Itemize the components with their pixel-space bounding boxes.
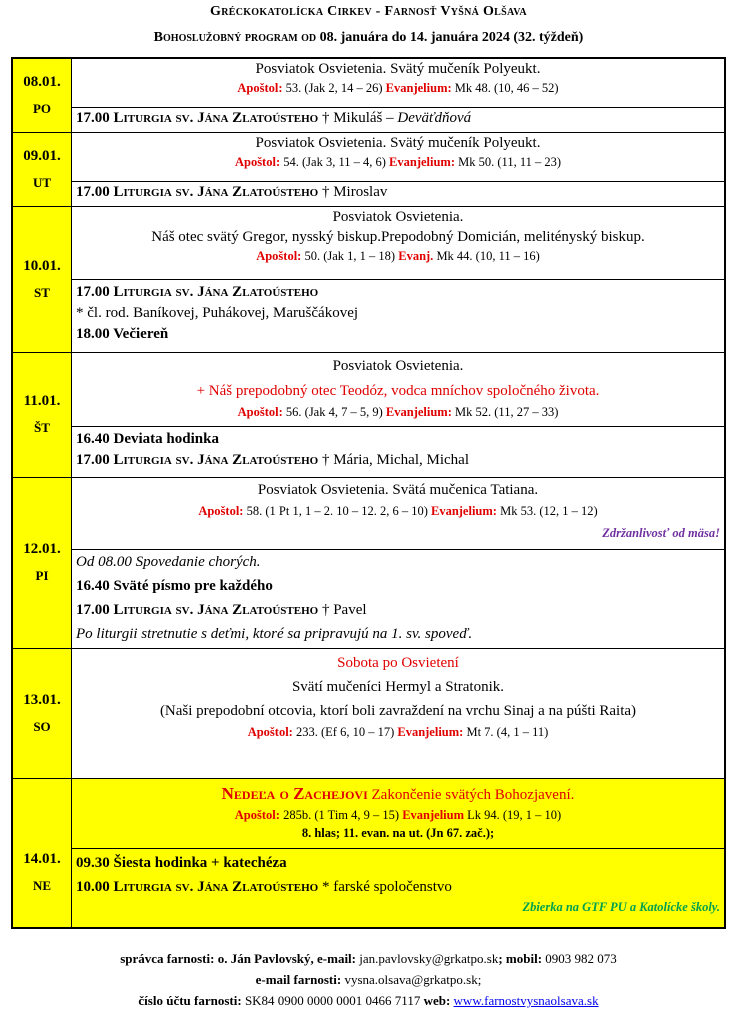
event-time: 17.00	[76, 601, 114, 618]
event-intention-italic: Deväťdňová	[397, 109, 472, 126]
event-intention: † Miroslav	[318, 183, 388, 200]
readings-line	[76, 723, 720, 741]
event-intention: † Pavel	[318, 601, 367, 618]
events-cell	[72, 848, 726, 928]
event-line: Po liturgii stretnutie s deťmi, ktoré sa pripravujú na 1. sv. spoveď.	[76, 625, 473, 642]
apostle-ref: 56. (Jak 4, 7 – 5, 9)	[282, 404, 386, 419]
day-row-events	[12, 549, 725, 648]
website-link[interactable]: www.farnostvysnaolsava.sk	[453, 993, 599, 1008]
apostle-label: Apoštol:	[256, 248, 302, 263]
day-row-events	[12, 107, 725, 132]
event-intention: † Mikuláš –	[318, 109, 398, 126]
event-line: 16.40 Deviata hodinka	[76, 430, 219, 447]
mobile-number: 0903 982 073	[545, 951, 617, 966]
day-date: 14.01.	[23, 851, 61, 868]
event-time: 17.00	[76, 451, 114, 468]
day-weekday: ST	[34, 284, 50, 300]
feast-cell	[72, 206, 726, 279]
day-weekday: PO	[32, 100, 52, 116]
subtitle-prefix: Bohoslužobný program od	[153, 30, 320, 45]
day-cell	[12, 477, 72, 648]
day-weekday: SO	[33, 718, 51, 734]
apostle-label: Apoštol:	[247, 724, 293, 739]
event-line: 09.30 Šiesta hodinka + katechéza	[76, 854, 287, 871]
event-line	[76, 598, 720, 622]
mobile-label: ; mobil:	[498, 951, 546, 966]
day-cell	[12, 778, 72, 928]
feast-cell	[72, 648, 726, 778]
day-date: 09.01.	[23, 147, 61, 164]
feast-text-2: (Naši prepodobní otcovia, ktorí boli zavraždení na vrchu Sinaj a na púšti Raita)	[159, 702, 637, 719]
events-cell	[72, 426, 726, 477]
day-date: 12.01.	[23, 541, 61, 557]
feast-text: Posviatok Osvietenia.	[332, 357, 464, 374]
feast-text: Svätí mučeníci Hermyl a Stratonik.	[291, 678, 505, 695]
event-intention: * farské spoločenstvo	[318, 878, 452, 895]
feast-title-red: Sobota po Osvietení	[337, 654, 459, 671]
event-time: 17.00	[76, 183, 114, 200]
apostle-label: Apoštol:	[237, 404, 283, 419]
tone-line: 8. hlas; 11. evan. na ut. (Jn 67. zač.);	[301, 825, 495, 840]
parish-email-label: e-mail farnosti:	[255, 972, 345, 987]
feast-text-2: Náš otec svätý Gregor, nysský biskup.Prepodobný Domicián, melitényský biskup.	[151, 228, 645, 245]
page-title: Gréckokatolícka Cirkev - Farnosť Vyšná Olšava	[210, 4, 527, 19]
event-time: 17.00	[76, 109, 114, 126]
feast-cell	[72, 477, 726, 549]
apostle-ref: 233. (Ef 6, 10 – 17)	[292, 724, 398, 739]
gospel-label: Evanjelium:	[385, 81, 452, 95]
feast-cell	[72, 778, 726, 848]
sunday-title	[76, 783, 720, 806]
gospel-label: Evanj.	[398, 248, 434, 263]
account-label: číslo účtu farnosti:	[138, 993, 245, 1008]
day-row-feast	[12, 778, 725, 848]
day-date: 13.01.	[23, 691, 61, 708]
event-name: Liturgia sv. Jána Zlatoústeho	[113, 451, 319, 468]
gospel-label: Evanjelium:	[397, 724, 464, 739]
day-weekday: UT	[32, 174, 52, 190]
day-row-feast	[12, 132, 725, 181]
day-row-events	[12, 426, 725, 477]
readings-line	[76, 502, 720, 520]
gospel-ref: Mk 53. (12, 1 – 12)	[496, 503, 598, 518]
day-weekday: NE	[32, 878, 52, 894]
feast-title-tail: Zakončenie svätých Bohozjavení.	[367, 786, 575, 803]
feast-text: Posviatok Osvietenia.	[332, 208, 464, 225]
footer-email-line	[0, 972, 737, 988]
event-line: * čl. rod. Baníkovej, Puhákovej, Maruščákovej	[76, 304, 359, 321]
gospel-ref: Mk 50. (11, 11 – 23)	[455, 154, 562, 169]
day-date: 10.01.	[23, 257, 61, 274]
day-row-feast	[12, 206, 725, 279]
feast-text-2: + Náš prepodobný otec Teodóz, vodca mníchov spoločného života.	[196, 382, 600, 399]
apostle-ref: 58. (1 Pt 1, 1 – 2. 10 – 12. 2, 6 – 10)	[243, 503, 431, 518]
apostle-ref: 285b. (1 Tim 4, 9 – 15)	[279, 807, 403, 822]
event-line: 18.00 Večiereň	[76, 325, 169, 342]
apostle-label: Apoštol:	[234, 154, 281, 169]
event-time: 10.00	[76, 878, 114, 895]
events-cell	[72, 549, 726, 648]
day-cell	[12, 206, 72, 352]
feast-text: Posviatok Osvietenia. Svätý mučeník Polyeukt.	[255, 61, 541, 77]
gospel-ref: Mk 44. (10, 11 – 16)	[433, 248, 540, 263]
schedule-table	[11, 57, 726, 929]
event-line	[76, 450, 720, 471]
event-line: Od 08.00 Spovedanie chorých.	[76, 553, 261, 570]
feast-title-red: Nedeľa o Zachejovi	[221, 783, 368, 803]
events-cell	[72, 107, 726, 132]
account-number: SK84 0900 0000 0001 0466 7117	[244, 993, 421, 1008]
gospel-label: Evanjelium	[402, 807, 464, 822]
event-intention: † Mária, Michal, Michal	[318, 451, 469, 468]
events-cell	[72, 279, 726, 352]
admin-email: jan.pavlovsky@grkatpo.sk	[359, 951, 499, 966]
apostle-label: Apoštol:	[237, 81, 283, 95]
day-row-events	[12, 279, 725, 352]
events-cell	[72, 181, 726, 206]
day-weekday: ŠT	[34, 420, 50, 435]
gospel-label: Evanjelium:	[430, 503, 497, 518]
parish-email: vysna.olsava@grkatpo.sk	[344, 972, 478, 987]
readings-line	[76, 79, 720, 97]
gospel-ref: Lk 94. (19, 1 – 10)	[464, 807, 562, 822]
readings-line	[76, 403, 720, 421]
feast-text: Posviatok Osvietenia. Svätý mučeník Polyeukt.	[255, 134, 541, 151]
page-subtitle	[0, 30, 737, 46]
gospel-ref: Mt 7. (4, 1 – 11)	[463, 724, 549, 739]
admin-label: správca farnosti: o. Ján Pavlovský, e-mail:	[120, 951, 360, 966]
feast-cell	[72, 132, 726, 181]
day-date: 11.01.	[23, 393, 61, 409]
event-name: Liturgia sv. Jána Zlatoústeho	[113, 183, 319, 200]
day-cell	[12, 352, 72, 477]
abstinence-note: Zdržanlivosť od mäsa!	[602, 525, 720, 540]
footer-admin-line	[0, 951, 737, 967]
apostle-label: Apoštol:	[198, 503, 244, 518]
day-cell	[12, 58, 72, 132]
apostle-label: Apoštol:	[234, 807, 280, 822]
day-row-feast	[12, 648, 725, 778]
readings-line	[76, 153, 720, 171]
collection-note: Zbierka na GTF PU a Katolícke školy.	[522, 899, 720, 914]
readings-line	[76, 247, 720, 265]
event-name: Liturgia sv. Jána Zlatoústeho	[113, 601, 319, 618]
parish-email-tail: ;	[477, 972, 482, 987]
day-weekday: PI	[35, 568, 49, 583]
readings-line	[76, 806, 720, 824]
gospel-ref: Mk 48. (10, 46 – 52)	[451, 81, 559, 95]
event-line: 16.40 Sväté písmo pre každého	[76, 577, 273, 594]
subtitle-date-range: 08. januára do 14. januára 2024 (32. týždeň)	[319, 30, 584, 45]
day-row-feast	[12, 352, 725, 426]
event-line	[76, 875, 720, 899]
apostle-ref: 53. (Jak 2, 14 – 26)	[282, 81, 386, 95]
event-name: Liturgia sv. Jána Zlatoústeho	[113, 878, 319, 895]
feast-text: Posviatok Osvietenia. Svätá mučenica Tatiana.	[257, 481, 539, 498]
day-date: 08.01.	[23, 73, 61, 90]
feast-cell	[72, 58, 726, 107]
event-time: 17.00	[76, 283, 114, 300]
day-row-events	[12, 181, 725, 206]
day-row-feast	[12, 58, 725, 107]
apostle-ref: 50. (Jak 1, 1 – 18)	[301, 248, 399, 263]
footer-account-line	[0, 993, 737, 1009]
gospel-ref: Mk 52. (11, 27 – 33)	[451, 404, 559, 419]
event-name: Liturgia sv. Jána Zlatoústeho	[113, 109, 319, 126]
event-line	[76, 282, 720, 303]
day-row-feast	[12, 477, 725, 549]
gospel-label: Evanjelium:	[385, 404, 452, 419]
day-cell	[12, 648, 72, 778]
feast-cell	[72, 352, 726, 426]
day-row-events	[12, 848, 725, 928]
gospel-label: Evanjelium:	[389, 154, 456, 169]
web-label: web:	[420, 993, 454, 1008]
event-name: Liturgia sv. Jána Zlatoústeho	[113, 283, 319, 300]
day-cell	[12, 132, 72, 206]
apostle-ref: 54. (Jak 3, 11 – 4, 6)	[280, 154, 390, 169]
